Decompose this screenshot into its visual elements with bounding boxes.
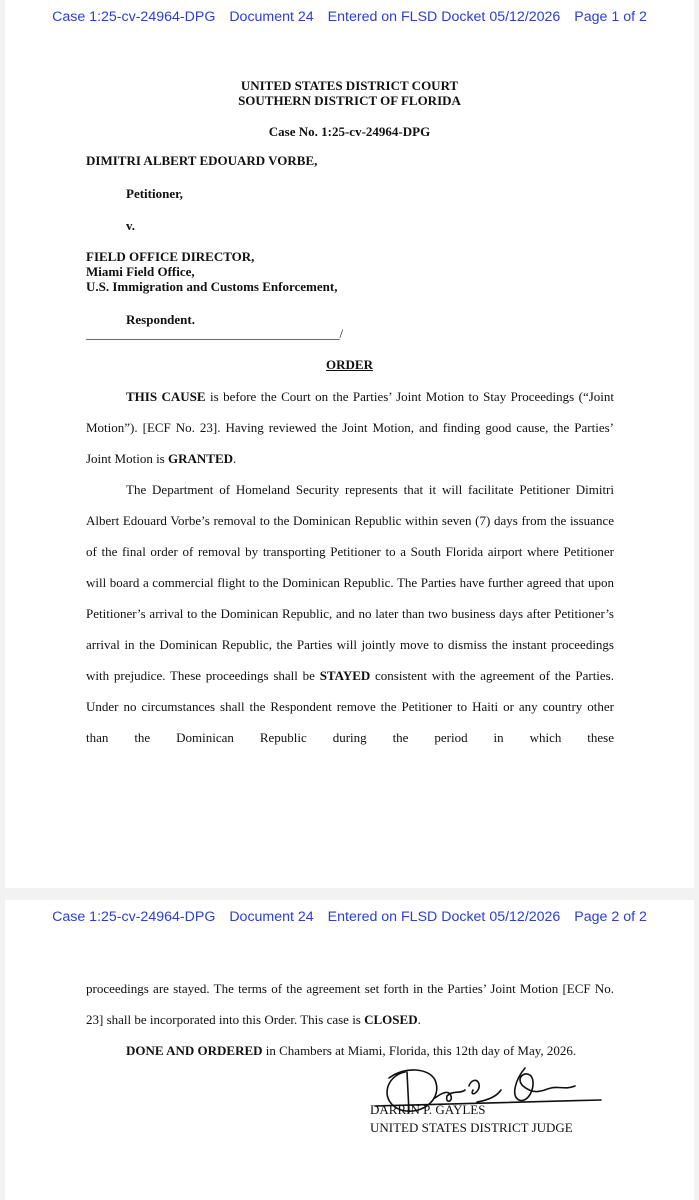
header-page-number: Page 2 of 2 xyxy=(574,909,647,925)
header-document-number: Document 24 xyxy=(229,909,314,925)
done-and-ordered-lead: DONE AND ORDERED xyxy=(126,1043,263,1058)
para2-text2: consistent with the agreement of the Parties. Under no circumstances shall the Respondent remove the Petitioner to Haiti or any country other than the Dominican Republic during the period in which these xyxy=(86,668,614,745)
header-page-number: Page 1 of 2 xyxy=(574,9,647,25)
respondent-line-1: FIELD OFFICE DIRECTOR, xyxy=(86,249,255,264)
judge-title: UNITED STATES DISTRICT JUDGE xyxy=(370,1120,573,1135)
header-entered-date: Entered on FLSD Docket 05/12/2026 xyxy=(327,909,561,925)
document-page-2 xyxy=(5,900,694,1200)
stayed-text: STAYED xyxy=(319,668,371,683)
versus-label: v. xyxy=(126,218,136,233)
docket-header xyxy=(5,909,694,925)
court-line-2: SOUTHERN DISTRICT OF FLORIDA xyxy=(238,93,461,108)
header-case-number: Case 1:25-cv-24964-DPG xyxy=(52,909,216,925)
respondent-line-2: Miami Field Office, xyxy=(86,264,195,279)
petitioner-name: DIMITRI ALBERT EDOUARD VORBE, xyxy=(86,153,318,168)
para1-text1: is before the Court on the Parties’ Joint Motion to Stay Proceedings (“Joint Motion”). [ECF No. 23]. Having reviewed the Joint Motion, and finding good cause, the Parties’ Joint Motion is xyxy=(86,389,614,466)
respondent-block xyxy=(86,249,337,294)
para3-text1: proceedings are stayed. The terms of the agreement set forth in the Parties’ Joint Motion [ECF No. 23] shall be incorporated into this Order. This case is xyxy=(86,981,614,1027)
closed-text: CLOSED xyxy=(364,1012,418,1027)
header-entered-date: Entered on FLSD Docket 05/12/2026 xyxy=(327,9,561,25)
this-cause-lead: THIS CAUSE xyxy=(126,389,206,404)
para2-text1: The Department of Homeland Security represents that it will facilitate Petitioner Dimitri Albert Edouard Vorbe’s removal to the Dominican Republic within seven (7) days from the issuance of the final order of removal by transporting Petitioner to a South Florida airport where Petitioner will board a commercial flight to the Dominican Republic. The Parties have further agreed that upon Petitioner’s arrival to the Dominican Republic, and no later than two business days after Petitioner’s arrival in the Dominican Republic, the Parties will jointly move to dismiss the instant proceedings with prejudice. These proceedings shall be xyxy=(86,482,614,683)
header-document-number: Document 24 xyxy=(229,9,314,25)
court-name xyxy=(5,78,694,108)
order-paragraph-3 xyxy=(86,973,614,1035)
respondent-label: Respondent. xyxy=(126,312,195,327)
done-text: in Chambers at Miami, Florida, this 12th day of May, 2026. xyxy=(262,1043,577,1058)
case-number-line: Case No. 1:25-cv-24964-DPG xyxy=(268,124,431,139)
docket-header xyxy=(5,9,694,25)
judge-name: DARRIN P. GAYLES xyxy=(370,1102,486,1117)
order-title: ORDER xyxy=(326,357,373,372)
respondent-line-3: U.S. Immigration and Customs Enforcement, xyxy=(86,279,338,294)
granted-text: GRANTED xyxy=(168,451,234,466)
header-case-number: Case 1:25-cv-24964-DPG xyxy=(52,9,216,25)
order-paragraph-2 xyxy=(86,474,614,753)
para1-text2: . xyxy=(233,451,237,466)
petitioner-label: Petitioner, xyxy=(126,186,183,201)
para3-text2: . xyxy=(417,1012,421,1027)
order-paragraph-1 xyxy=(86,381,614,474)
caption-separator: _______________________________________/ xyxy=(86,326,344,341)
document-page-1 xyxy=(5,0,694,888)
court-line-1: UNITED STATES DISTRICT COURT xyxy=(240,78,459,93)
